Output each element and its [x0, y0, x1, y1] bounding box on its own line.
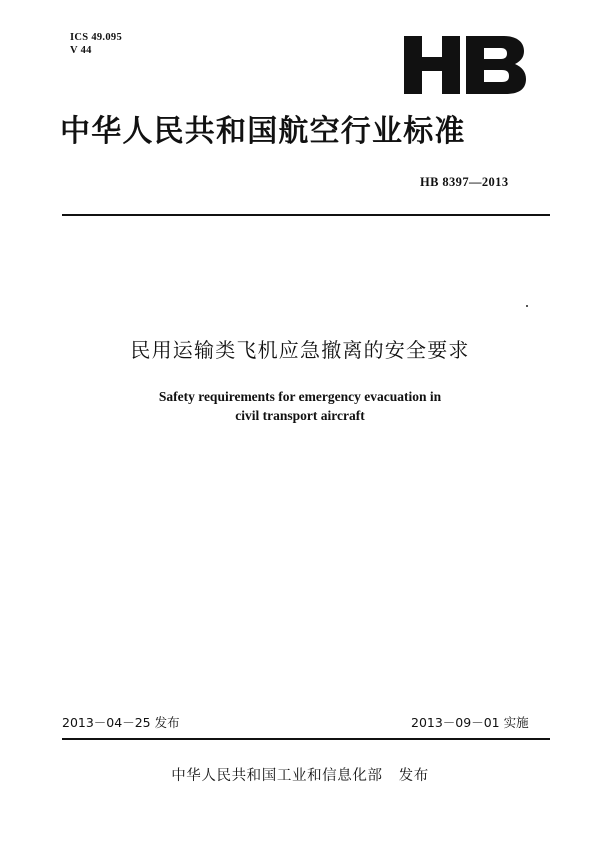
english-title-line-1: Safety requirements for emergency evacuation in: [158, 389, 442, 404]
publish-date: 2013－04－25 发布: [62, 715, 180, 730]
issuer-action: 发布: [398, 768, 429, 784]
classification-codes: [70, 31, 122, 57]
top-divider: [62, 214, 550, 216]
bottom-divider: [62, 738, 550, 740]
implementation-date: 2013－09－01 实施: [411, 715, 529, 730]
hb-logo: [402, 36, 526, 94]
ics-code: ICS 49.095: [70, 32, 123, 43]
chinese-title: 民用运输类飞机应急撤离的安全要求: [130, 338, 470, 362]
standard-number: HB 8397—2013: [420, 175, 509, 189]
scan-speck: [526, 305, 528, 307]
english-title: [0, 387, 600, 425]
issuer: [0, 764, 600, 785]
issuing-body-title: 中华人民共和国航空行业标准: [60, 114, 466, 149]
issuer-name: 中华人民共和国工业和信息化部: [171, 768, 383, 784]
english-title-line-2: civil transport aircraft: [235, 408, 365, 423]
class-code: V 44: [70, 45, 92, 56]
